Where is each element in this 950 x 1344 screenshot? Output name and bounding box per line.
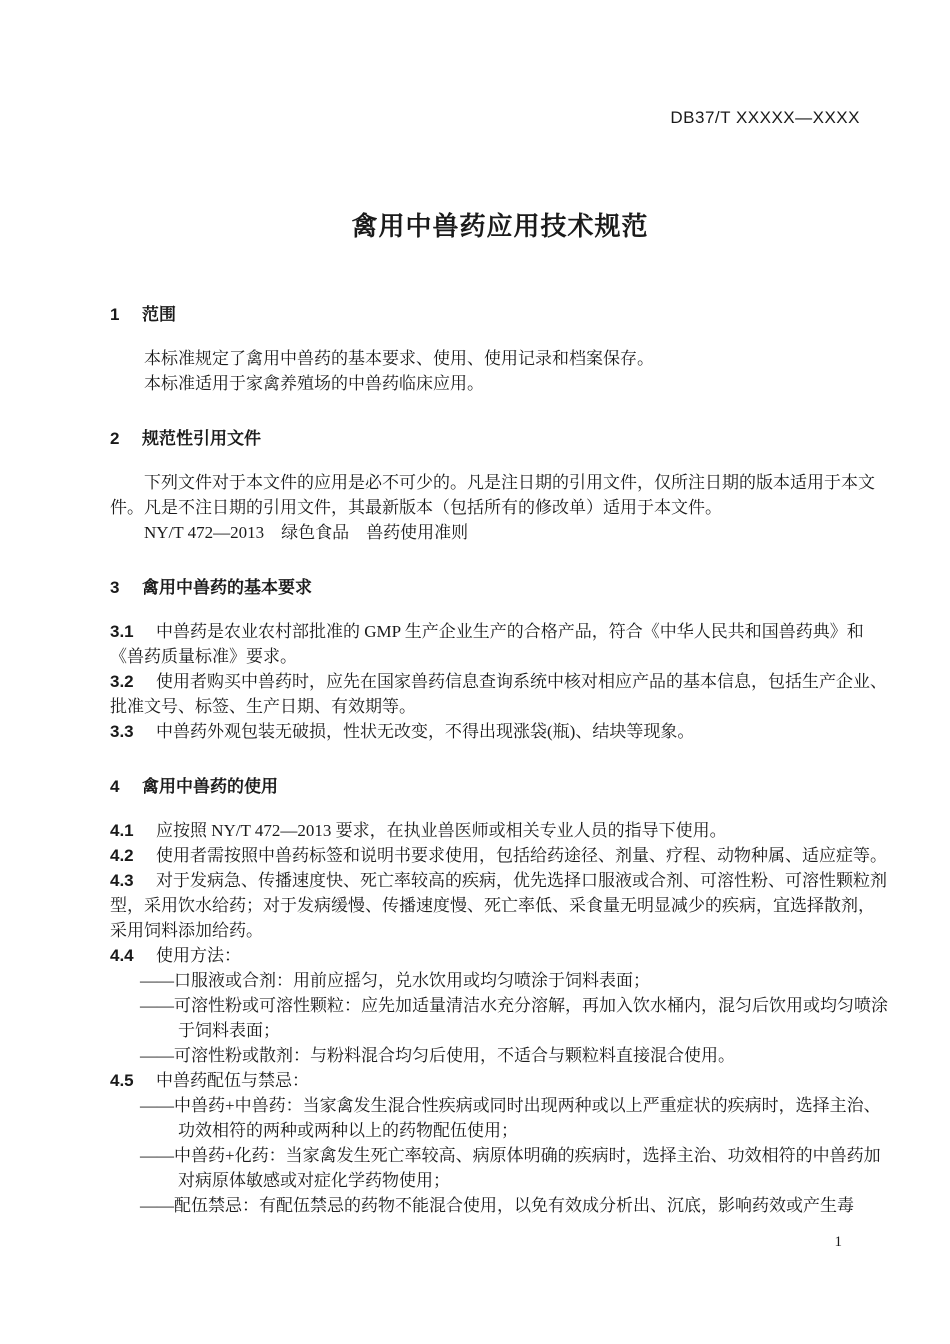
page-footer xyxy=(110,1232,890,1252)
clause-number: 4.2 xyxy=(110,846,134,865)
list-item: ——口服液或合剂：用前应摇匀，兑水饮用或均匀喷涂于饲料表面； xyxy=(140,971,650,990)
paragraph: 本标准规定了禽用中兽药的基本要求、使用、使用记录和档案保存。 xyxy=(144,349,654,368)
section-number: 3 xyxy=(110,578,120,597)
paragraph: 下列文件对于本文件的应用是必不可少的。凡是注日期的引用文件，仅所注日期的版本适用于本文件。凡是不注日期的引用文件，其最新版本（包括所有的修改单）适用于本文件。 xyxy=(110,473,875,517)
paragraph: 本标准适用于家禽养殖场的中兽药临床应用。 xyxy=(144,374,484,393)
list-item: ——可溶性粉或可溶性颗粒：应先加适量清洁水充分溶解，再加入饮水桶内，混匀后饮用或均匀喷涂于饲料表面； xyxy=(140,996,888,1040)
clause-text: 使用者购买中兽药时，应先在国家兽药信息查询系统中核对相应产品的基本信息，包括生产企业、批准文号、标签、生产日期、有效期等。 xyxy=(110,672,887,716)
section-number: 1 xyxy=(110,305,120,324)
section-number: 4 xyxy=(110,777,120,796)
clause-text: 使用者需按照中兽药标签和说明书要求使用，包括给药途径、剂量、疗程、动物种属、适应症等。 xyxy=(156,846,887,865)
section-heading-text: 禽用中兽药的使用 xyxy=(142,777,278,796)
document-title: 禽用中兽药应用技术规范 xyxy=(351,211,649,241)
clause-number: 4.1 xyxy=(110,821,134,840)
clause-number: 4.3 xyxy=(110,871,134,890)
clause-3-1 xyxy=(110,619,890,669)
section-heading-3 xyxy=(110,575,890,601)
section-heading-2 xyxy=(110,426,890,452)
section-number: 2 xyxy=(110,429,120,448)
clause-text: 中兽药配伍与禁忌： xyxy=(156,1071,309,1090)
clause-text: 使用方法： xyxy=(156,946,241,965)
list-item: ——中兽药+化药：当家禽发生死亡率较高、病原体明确的疾病时，选择主治、功效相符的中兽药加对病原体敏感或对症化学药物使用； xyxy=(140,1146,881,1190)
clause-4-4 xyxy=(110,943,890,968)
section-heading-1 xyxy=(110,302,890,328)
clause-3-3 xyxy=(110,719,890,744)
section-heading-4 xyxy=(110,774,890,800)
clause-number: 3.3 xyxy=(110,722,134,741)
clause-text: 中兽药外观包装无破损，性状无改变，不得出现涨袋(瓶)、结块等现象。 xyxy=(156,722,695,741)
clause-number: 3.2 xyxy=(110,672,134,691)
clause-4-3 xyxy=(110,868,890,943)
clause-text: 中兽药是农业农村部批准的 GMP 生产企业生产的合格产品，符合《中华人民共和国兽药典》和《兽药质量标准》要求。 xyxy=(110,622,864,666)
page-number: 1 xyxy=(834,1234,842,1250)
standard-code: DB37/T XXXXX—XXXX xyxy=(670,108,860,127)
section-heading-text: 禽用中兽药的基本要求 xyxy=(142,578,312,597)
section-heading-text: 范围 xyxy=(142,305,176,324)
clause-4-1 xyxy=(110,818,890,843)
list-item: ——配伍禁忌：有配伍禁忌的药物不能混合使用，以免有效成分析出、沉底，影响药效或产生毒 xyxy=(140,1196,854,1215)
normative-reference: NY/T 472—2013 绿色食品 兽药使用准则 xyxy=(144,523,469,542)
list-item: ——中兽药+中兽药：当家禽发生混合性疾病或同时出现两种或以上严重症状的疾病时，选择主治、功效相符的两种或两种以上的药物配伍使用； xyxy=(140,1096,881,1140)
page-header xyxy=(110,108,890,128)
list-item: ——可溶性粉或散剂：与粉料混合均匀后使用，不适合与颗粒料直接混合使用。 xyxy=(140,1046,735,1065)
clause-text: 对于发病急、传播速度快、死亡率较高的疾病，优先选择口服液或合剂、可溶性粉、可溶性颗粒剂型，采用饮水给药；对于发病缓慢、传播速度慢、死亡率低、采食量无明显减少的疾病，宜选择散剂，采用饲料添加给药。 xyxy=(110,871,887,940)
clause-number: 4.5 xyxy=(110,1071,134,1090)
clause-text: 应按照 NY/T 472—2013 要求，在执业兽医师或相关专业人员的指导下使用。 xyxy=(156,821,727,840)
clause-4-5 xyxy=(110,1068,890,1093)
clause-3-2 xyxy=(110,669,890,719)
section-heading-text: 规范性引用文件 xyxy=(142,429,261,448)
clause-number: 4.4 xyxy=(110,946,134,965)
clause-4-2 xyxy=(110,843,890,868)
clause-number: 3.1 xyxy=(110,622,134,641)
